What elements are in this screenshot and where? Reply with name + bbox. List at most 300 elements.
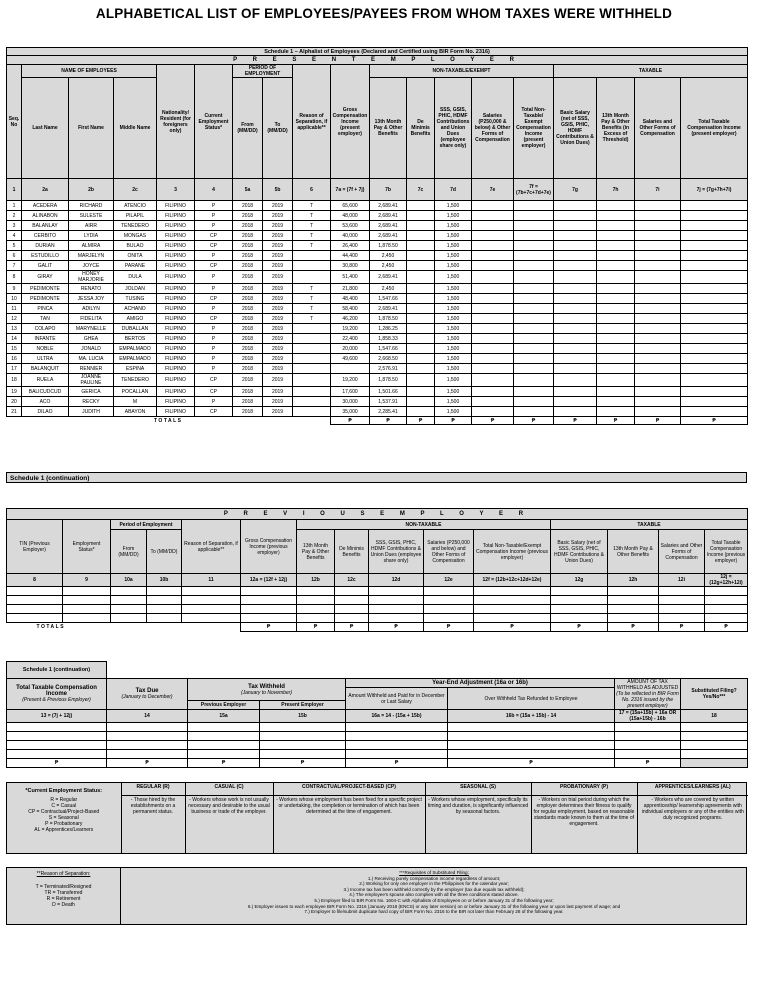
table-cell: 2,668.50 bbox=[370, 354, 407, 364]
table-cell: FILIPINO bbox=[157, 294, 195, 304]
table-cell: FILIPINO bbox=[157, 397, 195, 407]
table-cell: 19,200 bbox=[331, 324, 370, 334]
table-cell: 44,400 bbox=[331, 251, 370, 261]
table-cell bbox=[7, 596, 63, 605]
col-substituted-filing: Substituted Filing? Yes/No*** bbox=[681, 679, 748, 710]
table-cell bbox=[472, 294, 514, 304]
table-cell: 6 bbox=[7, 251, 22, 261]
table-cell: ACO bbox=[22, 397, 69, 407]
table-cell bbox=[681, 221, 748, 231]
table-cell bbox=[424, 605, 474, 614]
table-cell bbox=[472, 387, 514, 397]
table-cell bbox=[635, 354, 681, 364]
table-cell bbox=[635, 271, 681, 284]
table-cell: 1,500 bbox=[435, 314, 472, 324]
table-cell bbox=[597, 221, 635, 231]
table-cell bbox=[635, 364, 681, 374]
table-cell: 26,400 bbox=[331, 241, 370, 251]
table-cell bbox=[635, 284, 681, 294]
table-cell: 2018 bbox=[233, 354, 263, 364]
table-cell bbox=[635, 304, 681, 314]
table-cell: 2019 bbox=[263, 407, 293, 417]
table-cell bbox=[554, 407, 597, 417]
table-cell bbox=[297, 614, 335, 623]
table-cell: RENATO bbox=[69, 284, 114, 294]
table-cell bbox=[554, 241, 597, 251]
legend-header-contractual: CONTRACTUAL/PROJECT-BASED (CP) bbox=[273, 783, 425, 795]
table-cell bbox=[635, 407, 681, 417]
table-cell bbox=[635, 344, 681, 354]
table-cell: 2018 bbox=[233, 364, 263, 374]
table-cell: 14 bbox=[7, 334, 22, 344]
table-cell: 2018 bbox=[233, 251, 263, 261]
table-cell: T bbox=[293, 211, 331, 221]
table-cell bbox=[554, 334, 597, 344]
table-cell: CP bbox=[195, 407, 233, 417]
taxable-header: TAXABLE bbox=[554, 65, 748, 78]
table-cell bbox=[472, 221, 514, 231]
table-cell: 1,537.91 bbox=[370, 397, 407, 407]
requisite-item: 1.) Receiving purely compensation income regardless of amount; bbox=[367, 875, 501, 881]
table-row bbox=[7, 596, 748, 605]
table-cell bbox=[514, 211, 554, 221]
table-cell: DULA bbox=[114, 271, 157, 284]
table-cell bbox=[407, 294, 435, 304]
table-cell: T bbox=[293, 304, 331, 314]
code-cell: 7f = (7b+7c+7d+7e) bbox=[514, 179, 554, 201]
code-cell: 7g bbox=[554, 179, 597, 201]
table-cell: 1 bbox=[7, 201, 22, 211]
col-gross-compensation: Gross Compensation Income (present employer) bbox=[331, 65, 370, 179]
col-de-minimis: De Minimis Benefits bbox=[407, 78, 435, 179]
requisite-item: 6.) Employer issues to each employee BIR Form No. 2316 (January 2018 (ENCS) or any later version) on or before January 31 of the following year or upon last payment of wage; and bbox=[247, 903, 621, 909]
table-cell bbox=[681, 344, 748, 354]
table-cell bbox=[407, 314, 435, 324]
table-cell: 1,500 bbox=[435, 344, 472, 354]
table-cell bbox=[111, 596, 147, 605]
table-cell: 2,689.41 bbox=[370, 231, 407, 241]
table-cell bbox=[554, 397, 597, 407]
table-cell: 16 bbox=[7, 354, 22, 364]
table-row bbox=[7, 241, 748, 251]
table-row bbox=[7, 284, 748, 294]
table-cell bbox=[260, 741, 346, 750]
table-cell: PARANE bbox=[114, 261, 157, 271]
table-cell bbox=[448, 732, 615, 741]
table-cell: 1,500 bbox=[435, 387, 472, 397]
table-cell: 51,400 bbox=[331, 271, 370, 284]
table-cell bbox=[681, 304, 748, 314]
table-cell bbox=[681, 397, 748, 407]
table-cell: 2,689.41 bbox=[370, 221, 407, 231]
table-cell bbox=[608, 614, 659, 623]
table-row bbox=[7, 201, 748, 211]
table-cell bbox=[615, 732, 681, 741]
table-cell bbox=[241, 596, 297, 605]
table-cell bbox=[705, 596, 748, 605]
col-salaries-nontaxable-prev: Salaries (P250,000 and below) and Other Forms of Compensation bbox=[424, 530, 474, 574]
table-cell bbox=[635, 374, 681, 387]
table-cell bbox=[293, 261, 331, 271]
table-cell: 1,501.66 bbox=[370, 387, 407, 397]
table-cell: M bbox=[114, 397, 157, 407]
table-cell: 2,576.91 bbox=[370, 364, 407, 374]
table-cell: 2,689.41 bbox=[370, 201, 407, 211]
table-cell: 30,000 bbox=[331, 397, 370, 407]
table-cell: 21 bbox=[7, 407, 22, 417]
code-cell: 3 bbox=[157, 179, 195, 201]
table-cell bbox=[514, 354, 554, 364]
table-cell bbox=[297, 596, 335, 605]
table-row bbox=[7, 587, 748, 596]
code-cell: 14 bbox=[107, 710, 188, 723]
col-tax-due: Tax Due (January to December) bbox=[107, 679, 188, 710]
table-cell bbox=[424, 614, 474, 623]
total-cell: ₱ bbox=[472, 417, 514, 425]
table-cell bbox=[615, 741, 681, 750]
table-cell: 53,600 bbox=[331, 221, 370, 231]
table-cell: TENEDERO bbox=[114, 221, 157, 231]
col-total-taxable-prev: Total Taxable Compensation Income (previous employer) bbox=[705, 530, 748, 574]
table-cell bbox=[107, 732, 188, 741]
table-cell: 1,500 bbox=[435, 284, 472, 294]
table-cell bbox=[472, 284, 514, 294]
table-cell: 1,500 bbox=[435, 251, 472, 261]
col-seq-no: Seq. No bbox=[7, 65, 22, 179]
table-cell bbox=[554, 261, 597, 271]
table-cell: 2,450 bbox=[370, 261, 407, 271]
table-cell: FILIPINO bbox=[157, 324, 195, 334]
table-row bbox=[7, 231, 748, 241]
table-cell: RENNIER bbox=[69, 364, 114, 374]
table-cell: 2019 bbox=[263, 211, 293, 221]
table-cell: PINCA bbox=[22, 304, 69, 314]
table-cell: 13 bbox=[7, 324, 22, 334]
table-cell bbox=[241, 587, 297, 596]
table-cell: 65,600 bbox=[331, 201, 370, 211]
table-cell: 2018 bbox=[233, 221, 263, 231]
table-cell bbox=[514, 314, 554, 324]
table-cell bbox=[514, 201, 554, 211]
table-cell bbox=[369, 596, 424, 605]
table-cell bbox=[472, 201, 514, 211]
table-cell bbox=[659, 596, 705, 605]
table-cell bbox=[681, 211, 748, 221]
col-13th-month-taxable: 13th Month Pay & Other Benefits (in Excess of Threshold) bbox=[597, 78, 635, 179]
table-cell: 2018 bbox=[233, 387, 263, 397]
code-cell: 12c bbox=[335, 574, 369, 587]
table-cell: JOANNE PAULINE bbox=[69, 374, 114, 387]
table-cell: EMPALMADO bbox=[114, 344, 157, 354]
code-cell: 2a bbox=[22, 179, 69, 201]
table-cell: CP bbox=[195, 374, 233, 387]
table-cell bbox=[407, 201, 435, 211]
col-last-name: Last Name bbox=[22, 78, 69, 179]
table-cell: 1,858.33 bbox=[370, 334, 407, 344]
table-cell bbox=[681, 271, 748, 284]
table-cell: EMPALMADO bbox=[114, 354, 157, 364]
total-cell: ₱ bbox=[435, 417, 472, 425]
table-cell: T bbox=[293, 294, 331, 304]
total-cell bbox=[681, 759, 748, 768]
table-cell bbox=[597, 251, 635, 261]
table-cell: 2018 bbox=[233, 294, 263, 304]
table-cell bbox=[597, 271, 635, 284]
table-cell: 20,000 bbox=[331, 344, 370, 354]
table-cell: 17,600 bbox=[331, 387, 370, 397]
table-cell bbox=[472, 374, 514, 387]
table-cell: 17 bbox=[7, 364, 22, 374]
code-cell: 1 bbox=[7, 179, 22, 201]
total-cell: ₱ bbox=[260, 759, 346, 768]
table-row bbox=[7, 221, 748, 231]
table-cell bbox=[514, 374, 554, 387]
col-total-taxable-income: Total Taxable Compensation Income (Present & Previous Employer) bbox=[7, 679, 107, 710]
table-cell: 22,400 bbox=[331, 334, 370, 344]
table-row bbox=[7, 294, 748, 304]
code-cell: 18 bbox=[681, 710, 748, 723]
table-cell: T bbox=[293, 314, 331, 324]
taxable-prev-header: TAXABLE bbox=[551, 520, 748, 530]
table-cell: 2018 bbox=[233, 314, 263, 324]
table-cell bbox=[659, 587, 705, 596]
table-cell bbox=[7, 587, 63, 596]
table-row bbox=[7, 354, 748, 364]
col-13th-month-taxable-prev: 13th Month Pay & Other Benefits bbox=[608, 530, 659, 574]
table-cell bbox=[424, 596, 474, 605]
table-cell: 2018 bbox=[233, 261, 263, 271]
code-cell: 9 bbox=[63, 574, 111, 587]
table-cell bbox=[472, 354, 514, 364]
table-cell: FILIPINO bbox=[157, 231, 195, 241]
table-cell bbox=[407, 374, 435, 387]
table-cell: JESSA JOY bbox=[69, 294, 114, 304]
table-cell bbox=[7, 723, 107, 732]
table-row bbox=[7, 387, 748, 397]
col-amount-withheld-december: Amount Withheld and Paid for in December or Last Salary bbox=[346, 688, 448, 710]
table-cell bbox=[514, 241, 554, 251]
table-cell bbox=[681, 750, 748, 759]
table-cell: 5 bbox=[7, 241, 22, 251]
table-cell bbox=[597, 211, 635, 221]
table-cell bbox=[107, 723, 188, 732]
legend-header-seasonal: SEASONAL (S) bbox=[425, 783, 531, 795]
table-cell bbox=[369, 587, 424, 596]
table-cell bbox=[472, 211, 514, 221]
table-cell: P bbox=[195, 201, 233, 211]
table-cell: T bbox=[293, 284, 331, 294]
table-cell: 1,500 bbox=[435, 241, 472, 251]
table-cell bbox=[597, 354, 635, 364]
table-cell: 18 bbox=[7, 374, 22, 387]
table-cell bbox=[147, 587, 182, 596]
table-cell bbox=[241, 605, 297, 614]
col-middle-name: Middle Name bbox=[114, 78, 157, 179]
table-cell: 2019 bbox=[263, 354, 293, 364]
table-cell: 1,500 bbox=[435, 354, 472, 364]
table-cell bbox=[293, 374, 331, 387]
table-cell: 1,547.66 bbox=[370, 344, 407, 354]
table-cell: P bbox=[195, 221, 233, 231]
code-cell: 7h bbox=[597, 179, 635, 201]
table-cell bbox=[514, 284, 554, 294]
table-cell: FILIPINO bbox=[157, 241, 195, 251]
table-cell: 2,689.41 bbox=[370, 304, 407, 314]
table-cell bbox=[188, 750, 260, 759]
table-cell bbox=[635, 251, 681, 261]
table-cell: TAN bbox=[22, 314, 69, 324]
total-cell: ₱ bbox=[554, 417, 597, 425]
table-cell bbox=[551, 596, 608, 605]
code-cell: 4 bbox=[195, 179, 233, 201]
code-cell: 16a = 14 - (15a + 15b) bbox=[346, 710, 448, 723]
table-cell bbox=[659, 605, 705, 614]
code-cell: 17 = (15a+15b) + 16a OR (15a+15b) - 16b bbox=[615, 710, 681, 723]
table-cell bbox=[147, 605, 182, 614]
table-cell: 8 bbox=[7, 271, 22, 284]
table-cell bbox=[635, 241, 681, 251]
requisite-item: 4.) The employee's spouse also complies with all the three conditions stated above. bbox=[349, 892, 519, 898]
table-cell: CP bbox=[195, 387, 233, 397]
table-cell: 2019 bbox=[263, 231, 293, 241]
table-cell: TUSING bbox=[114, 294, 157, 304]
table-row bbox=[7, 374, 748, 387]
table-cell: RUELA bbox=[22, 374, 69, 387]
table-cell bbox=[635, 201, 681, 211]
table-cell: P bbox=[195, 364, 233, 374]
table-cell bbox=[554, 251, 597, 261]
code-cell: 15b bbox=[260, 710, 346, 723]
table-cell: P bbox=[195, 271, 233, 284]
col-employment-status-prev: Employment Status* bbox=[63, 520, 111, 574]
table-cell bbox=[407, 364, 435, 374]
table-cell bbox=[681, 732, 748, 741]
col-nationality: Nationality/ Resident (for foreigners only) bbox=[157, 65, 195, 179]
table-cell bbox=[608, 587, 659, 596]
table-cell bbox=[597, 284, 635, 294]
table-row bbox=[7, 211, 748, 221]
table-cell: LYDIA bbox=[69, 231, 114, 241]
table-cell bbox=[554, 304, 597, 314]
table-cell bbox=[705, 614, 748, 623]
separation-notes bbox=[6, 867, 747, 925]
col-present-employer: Present Employer bbox=[260, 701, 346, 710]
table-cell bbox=[7, 605, 63, 614]
total-cell: ₱ bbox=[514, 417, 554, 425]
table-cell: 2018 bbox=[233, 284, 263, 294]
legend-desc-apprentices: - Workers who are covered by written apprenticeship/ learnership agreements with individual employers or any of the entities with duly recognized programs. bbox=[637, 795, 748, 853]
code-cell: 7j = (7g+7h+7i) bbox=[681, 179, 748, 201]
requisite-item: 7.) Employer to file/submit duplicate hard copy of BIR Form No. 2316 to the BIR not later than February 28 of the following year. bbox=[304, 909, 564, 915]
table-cell bbox=[597, 344, 635, 354]
col-from: From (MM/DD) bbox=[233, 78, 263, 179]
code-cell: 5a bbox=[233, 179, 263, 201]
table-cell bbox=[681, 314, 748, 324]
table-row bbox=[7, 605, 748, 614]
table-cell bbox=[597, 387, 635, 397]
table-cell bbox=[551, 605, 608, 614]
table-cell: 4 bbox=[7, 231, 22, 241]
code-cell: 12a = (12f + 12j) bbox=[241, 574, 297, 587]
total-cell: ₱ bbox=[474, 623, 551, 632]
total-cell: ₱ bbox=[346, 759, 448, 768]
table-cell: SULESTE bbox=[69, 211, 114, 221]
total-cell: ₱ bbox=[241, 623, 297, 632]
legend-header-apprentices: APPRENTICES/LEARNERS (AL) bbox=[637, 783, 748, 795]
table-cell bbox=[681, 231, 748, 241]
table-cell: 2018 bbox=[233, 397, 263, 407]
table-cell: ALMIRA bbox=[69, 241, 114, 251]
code-cell: 10b bbox=[147, 574, 182, 587]
table-cell: P bbox=[195, 344, 233, 354]
table-cell bbox=[241, 614, 297, 623]
schedule-1 bbox=[6, 47, 747, 425]
table-cell: 1,286.25 bbox=[370, 324, 407, 334]
table-cell bbox=[681, 723, 748, 732]
table-row bbox=[7, 251, 748, 261]
table-cell: 1,500 bbox=[435, 294, 472, 304]
table-cell bbox=[635, 231, 681, 241]
table-cell bbox=[293, 354, 331, 364]
table-cell: FILIPINO bbox=[157, 284, 195, 294]
table-cell: BALANLAY bbox=[22, 221, 69, 231]
table-cell bbox=[474, 605, 551, 614]
table-cell: BALICUDCUD bbox=[22, 387, 69, 397]
total-cell: ₱ bbox=[369, 623, 424, 632]
table-cell: 1,500 bbox=[435, 324, 472, 334]
table-row bbox=[7, 407, 748, 417]
table-cell bbox=[597, 314, 635, 324]
table-cell: 2019 bbox=[263, 334, 293, 344]
col-total-nontaxable-prev: Total Non-Taxable/Exempt Compensation Income (previous employer) bbox=[474, 530, 551, 574]
table-cell bbox=[147, 596, 182, 605]
total-cell: ₱ bbox=[7, 759, 107, 768]
period-of-employment-prev-header: Period of Employment bbox=[111, 520, 182, 530]
table-cell: MA. LUCIA bbox=[69, 354, 114, 364]
col-salaries-nontaxable: Salaries (P250,000 & below) & Other Forms of Compensation bbox=[472, 78, 514, 179]
table-cell bbox=[63, 614, 111, 623]
code-cell: 6 bbox=[293, 179, 331, 201]
table-cell bbox=[597, 294, 635, 304]
table-cell: 1,878.50 bbox=[370, 314, 407, 324]
table-cell bbox=[188, 732, 260, 741]
table-cell: T bbox=[293, 231, 331, 241]
col-to-prev: To (MM/DD) bbox=[147, 530, 182, 574]
table-cell bbox=[335, 605, 369, 614]
code-cell: 2b bbox=[69, 179, 114, 201]
table-cell: JUDITH bbox=[69, 407, 114, 417]
table-cell: 2018 bbox=[233, 334, 263, 344]
col-salaries-taxable-prev: Salaries and Other Forms of Compensation bbox=[659, 530, 705, 574]
table-cell bbox=[635, 324, 681, 334]
code-cell: 10a bbox=[111, 574, 147, 587]
reason-of-separation: **Reason of Separation: T = Terminated/Resigned TR = Transferred R = Retirement D = Death bbox=[35, 871, 92, 908]
table-cell bbox=[597, 407, 635, 417]
table-cell bbox=[597, 231, 635, 241]
table-cell: ONITA bbox=[114, 251, 157, 261]
code-cell: 7i bbox=[635, 179, 681, 201]
total-cell: ₱ bbox=[107, 759, 188, 768]
table-cell: JONALD bbox=[69, 344, 114, 354]
table-cell: 1,500 bbox=[435, 221, 472, 231]
table-cell: CERBITO bbox=[22, 231, 69, 241]
table-cell bbox=[705, 587, 748, 596]
table-cell bbox=[182, 605, 241, 614]
table-cell: FILIPINO bbox=[157, 261, 195, 271]
table-cell bbox=[63, 605, 111, 614]
table-cell bbox=[681, 294, 748, 304]
requisite-item: 5.) Employer filed to BIR Form No. 1604-C with Alphalists of Employees on or before January 31 of the following year; bbox=[314, 897, 554, 903]
